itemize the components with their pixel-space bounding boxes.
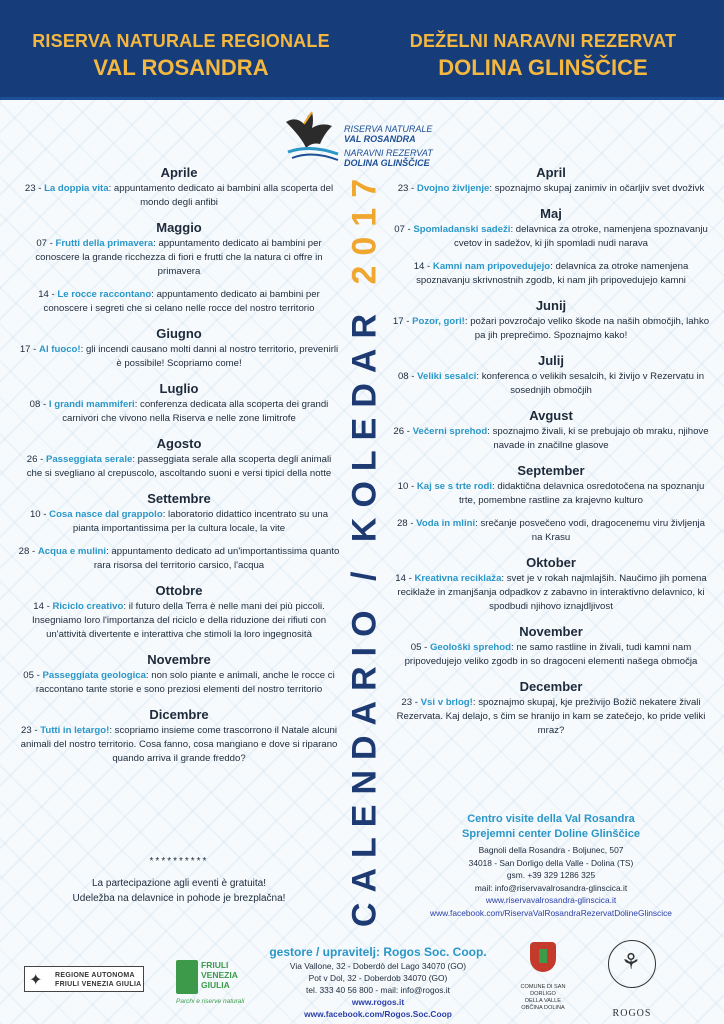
event-title: Passeggiata serale: [45, 454, 133, 465]
event-title: Voda in mlini: [416, 518, 476, 529]
event-entry: [392, 315, 710, 343]
manager-website[interactable]: www.rogos.it: [351, 997, 405, 1007]
month-heading: Julij: [537, 353, 564, 368]
event-entry: [392, 260, 710, 288]
event-entry: [392, 425, 710, 453]
rogos-logo: [604, 940, 660, 1019]
event-day: 17 -: [19, 344, 40, 355]
event-day: 14 -: [413, 261, 433, 272]
event-day: 23 -: [24, 183, 45, 194]
event-day: 10 -: [397, 481, 417, 492]
event-title: Vsi v brlog!: [420, 697, 473, 708]
event-entry: [18, 288, 340, 316]
event-description: : non solo piante e animali, anche le rocce ci raccontano tante storie e sono preziosi elementi del nostro territorio: [35, 670, 335, 695]
month-heading: December: [519, 679, 583, 694]
event-description: : spoznajmo skupaj zanimiv in očarljiv svet dvoživk: [489, 183, 705, 194]
event-description: : laboratorio didattico incentrato su una pianta importantissima per la cultura locale, la vite: [72, 509, 329, 534]
address-line2: 34018 - San Dorligo della Valle - Dolina (TS): [468, 857, 634, 868]
municipality-text: [512, 984, 574, 1012]
event-description: : conferenza dedicata alla scoperta dei grandi carnivori che vivono nella Riserva e nelle zone limitrofe: [62, 399, 329, 424]
coat-of-arms-icon: [530, 942, 556, 972]
event-entry: [392, 696, 710, 738]
month-heading: Ottobre: [155, 583, 203, 598]
phone: gsm. +39 329 1286 325: [506, 870, 596, 880]
event-entry: [392, 572, 710, 614]
event-description: : scopriamo insieme come trascorrono il Natale alcuni animali del nostro territorio. Cosa fanno, cosa mangiano e dove si riparano quando arriva il grande freddo?: [20, 725, 338, 764]
manager-contact: tel. 333 40 56 800 - mail: info@rogos.it: [306, 985, 450, 995]
event-description: : appuntamento dedicato ai bambini per conoscere la grande ricchezza di fiori e frutti che la natura ci offre in primavera: [35, 238, 323, 277]
event-description: : svet je v rokah najmlajših. Naučimo jih pomena reciklaže in zmanjšanja odpadkov z zabavno in interaktivno delavnico, ki spodbudi njihovo iznajdljivost: [397, 573, 707, 612]
manager-facebook[interactable]: www.facebook.com/Rogos.Soc.Coop: [304, 1009, 452, 1019]
event-description: : appuntamento dedicato ad un'importantissima quanto rara risorsa del territorio carsico, l'acqua: [93, 546, 340, 571]
event-entry: [18, 398, 340, 426]
event-day: 14 -: [38, 289, 58, 300]
event-description: : spoznajmo živali, ki se prebujajo ob mraku, njihove navade in značilne glasove: [487, 426, 709, 451]
month-heading: Dicembre: [149, 707, 209, 722]
visitor-center-title-it: Centro visite della Val Rosandra: [467, 813, 635, 825]
event-entry: [392, 370, 710, 398]
month-heading: Agosto: [156, 436, 202, 451]
event-description: : spoznajmo skupaj, kje preživijo Božič nekatere živali Rezervata. Kaj delajo, s čim se hranijo in kam se zatečejo, ko pride veliki mraz?: [396, 697, 706, 736]
event-day: 23 -: [397, 183, 417, 194]
fvg-subtitle: Parchi e riserve naturali: [176, 998, 245, 1005]
event-entry: [392, 480, 710, 508]
header-slovene-line2: DOLINA GLINŠČICE: [438, 55, 648, 80]
logo-text-4: DOLINA GLINŠČICE: [344, 158, 430, 168]
event-description: : ne samo rastline in živali, tudi kamni nam pripovedujejo veliko zgodb in so dragoceni elementi našega območja: [404, 642, 698, 667]
event-entry: [392, 223, 710, 251]
event-day: 14 -: [395, 573, 415, 584]
municipality-line3: OBČINA DOLINA: [521, 1005, 565, 1011]
free-participation-note: [18, 876, 340, 906]
reserve-logo: [282, 108, 442, 168]
rogos-glyph-icon: ⚘: [621, 949, 641, 974]
month-heading: Oktober: [526, 555, 576, 570]
event-title: Dvojno življenje: [416, 183, 490, 194]
event-entry: [18, 343, 340, 371]
eagle-icon: ✦: [29, 972, 43, 989]
month-heading: September: [517, 463, 585, 478]
month-heading: Settembre: [147, 491, 211, 506]
month-heading: Junij: [535, 298, 567, 313]
visitor-center-info: [392, 812, 710, 918]
event-description: : požari povzročajo veliko škode na naših območjih, lahko pa jih preprečimo. Spoznajmo kako!: [464, 316, 710, 341]
logo-text-3: NARAVNI REZERVAT: [344, 148, 433, 158]
manager-title: [248, 944, 508, 960]
event-title: Le rocce raccontano: [57, 289, 152, 300]
event-title: Pozor, gori!: [412, 316, 465, 327]
event-title: Kreativna reciklaža: [414, 573, 502, 584]
free-note-italian: La partecipazione agli eventi è gratuita!: [91, 878, 266, 889]
municipality-line1: COMUNE DI SAN DORLIGO: [520, 984, 566, 997]
month-heading: Maj: [540, 206, 562, 221]
event-entry: [18, 453, 340, 481]
email[interactable]: mail: info@riservavalrosandra-glinscica.it: [474, 882, 628, 893]
event-title: Riciclo creativo: [52, 601, 124, 612]
month-heading: Giugno: [156, 326, 202, 341]
event-description: : srečanje posvečeno vodi, dragocenemu viru življenja na Krasu: [475, 518, 706, 543]
event-day: 08 -: [29, 399, 49, 410]
event-entry: [18, 669, 340, 697]
fvg-line1: FRIULI: [201, 960, 229, 970]
header-italian-line1: RISERVA NATURALE REGIONALE: [32, 31, 330, 51]
fvg-leaf-icon: [176, 960, 198, 994]
event-title: Tutti in letargo!: [40, 725, 110, 736]
event-day: 28 -: [18, 546, 38, 557]
event-title: Geološki sprehod: [429, 642, 511, 653]
logo-text-2: VAL ROSANDRA: [344, 134, 416, 144]
slovene-calendar-column: [392, 160, 710, 747]
event-entry: [18, 545, 340, 573]
website-link[interactable]: www.riservavalrosandra-glinscica.it: [485, 895, 617, 905]
rogos-label: ROGOS: [612, 1008, 652, 1019]
header-italian: [0, 30, 362, 82]
header-slovene: [362, 30, 724, 82]
event-day: 07 -: [36, 238, 56, 249]
event-day: 17 -: [392, 316, 413, 327]
fvg-line3: GIULIA: [201, 980, 230, 990]
event-description: : didaktična delavnica osredotočena na spoznanju trte, pomembne rastline za krajevno kulturo: [459, 481, 705, 506]
event-day: 28 -: [396, 518, 417, 529]
year-label: 2017: [345, 168, 384, 285]
event-day: 05 -: [23, 670, 43, 681]
region-logo: [24, 966, 144, 992]
fvg-line2: VENEZIA: [201, 970, 238, 980]
month-heading: Maggio: [156, 220, 202, 235]
vertical-title: [340, 168, 390, 928]
region-line1: REGIONE AUTONOMA: [55, 972, 135, 979]
event-title: Frutti della primavera: [55, 238, 154, 249]
event-day: 23 -: [401, 697, 421, 708]
event-description: : appuntamento dedicato ai bambini alla scoperta del mondo degli anfibi: [108, 183, 334, 208]
month-heading: November: [519, 624, 583, 639]
event-title: Veliki sesalci: [417, 371, 477, 382]
header-banner: [0, 0, 724, 100]
visitor-center-address: [392, 844, 710, 919]
event-description: : appuntamento dedicato ai bambini per conoscere i segreti che si celano nelle rocce del nostro territorio: [43, 289, 320, 314]
event-title: Acqua e mulini: [37, 546, 107, 557]
fvg-parks-logo: [176, 960, 248, 1010]
address-line1: Bagnoli della Rosandra - Boljunec, 507: [478, 845, 624, 855]
manager-label: gestore / upravitelj:: [269, 945, 384, 959]
manager-address1: Via Vallone, 32 - Doberdò del Lago 34070 (GO): [289, 961, 467, 971]
event-entry: [18, 508, 340, 536]
event-entry: [18, 600, 340, 642]
municipality-logo: [512, 942, 574, 1012]
rogos-circle-icon: [608, 940, 656, 988]
event-title: Passeggiata geologica: [42, 670, 146, 681]
event-description: : delavnica za otroke namenjena spoznavanju skrivnostnih zgodb, ki nam jih pripovedujejo kamni: [416, 261, 689, 286]
month-heading: Luglio: [159, 381, 199, 396]
event-entry: [18, 724, 340, 766]
event-entry: [18, 237, 340, 279]
event-title: Cosa nasce dal grappolo: [49, 509, 163, 520]
footer: [0, 940, 724, 1024]
region-text: [55, 971, 142, 989]
event-entry: [392, 641, 710, 669]
event-day: 05 -: [410, 642, 430, 653]
logo-text-1: RISERVA NATURALE: [344, 124, 433, 134]
bat-logo-icon: [282, 108, 342, 168]
facebook-link[interactable]: www.facebook.com/RiservaValRosandraRezervatDolineGlinscice: [430, 907, 672, 918]
event-title: Kaj se s trte rodi: [416, 481, 493, 492]
manager-name: Rogos Soc. Coop.: [383, 945, 487, 959]
month-heading: Novembre: [147, 652, 211, 667]
event-description: : passeggiata serale alla scoperta degli animali che si svegliano al crepuscolo, ascoltando suoni e versi tipici della notte: [26, 454, 332, 479]
event-day: 08 -: [397, 371, 418, 382]
vertical-title-text: [346, 169, 385, 927]
italian-calendar-column: [18, 160, 340, 775]
event-day: 26 -: [393, 426, 413, 437]
event-description: : gli incendi causano molti danni al nostro territorio, prevenirli è possibile! Scopriamo come!: [80, 344, 339, 369]
event-title: Večerni sprehod: [412, 426, 488, 437]
event-title: Kamni nam pripovedujejo: [432, 261, 551, 272]
event-title: I grandi mammiferi: [48, 399, 135, 410]
event-day: 26 -: [26, 454, 46, 465]
event-description: : delavnica za otroke, namenjena spoznavanju cvetov in sadežov, ki jih spomladi nudi narava: [454, 224, 708, 249]
event-day: 07 -: [394, 224, 414, 235]
free-note-slovene: Udeležba na delavnice in pohode je brezplačna!: [72, 893, 286, 904]
fvg-label: [201, 960, 238, 990]
event-description: : il futuro della Terra è nelle mani dei più piccoli. Insegniamo loro l'importanza del riciclo e della riduzione dei rifiuti con un'attività divertente e interattiva che stimoli la loro ingegnosità: [31, 601, 327, 640]
separator-stars: **********: [149, 856, 209, 867]
month-heading: Avgust: [529, 408, 573, 423]
header-slovene-line1: DEŽELNI NARAVNI REZERVAT: [409, 31, 677, 51]
event-title: La doppia vita: [44, 183, 109, 194]
municipality-line2: DELLA VALLE: [525, 998, 561, 1004]
month-heading: Aprile: [160, 165, 198, 180]
visitor-center-title-sl: Sprejemni center Doline Glinščice: [462, 828, 640, 840]
manager-address2: Pot v Dol, 32 - Doberdob 34070 (GO): [308, 973, 448, 983]
event-day: 23 -: [21, 725, 41, 736]
event-title: Spomladanski sadeži: [413, 224, 511, 235]
calendar-koledar-label: CALENDARIO / KOLEDAR: [345, 303, 384, 928]
event-day: 14 -: [33, 601, 53, 612]
header-italian-line2: VAL ROSANDRA: [93, 55, 269, 80]
event-title: Al fuoco!: [39, 344, 81, 355]
event-entry: [18, 182, 340, 210]
month-heading: April: [536, 165, 566, 180]
region-line2: FRIULI VENEZIA GIULIA: [55, 981, 142, 988]
event-day: 10 -: [29, 509, 50, 520]
event-entry: [392, 182, 710, 196]
manager-info: [248, 944, 508, 1020]
event-entry: [392, 517, 710, 545]
event-description: : konferenca o velikih sesalcih, ki živijo v Rezervatu in sosednjih območjih: [476, 371, 705, 396]
